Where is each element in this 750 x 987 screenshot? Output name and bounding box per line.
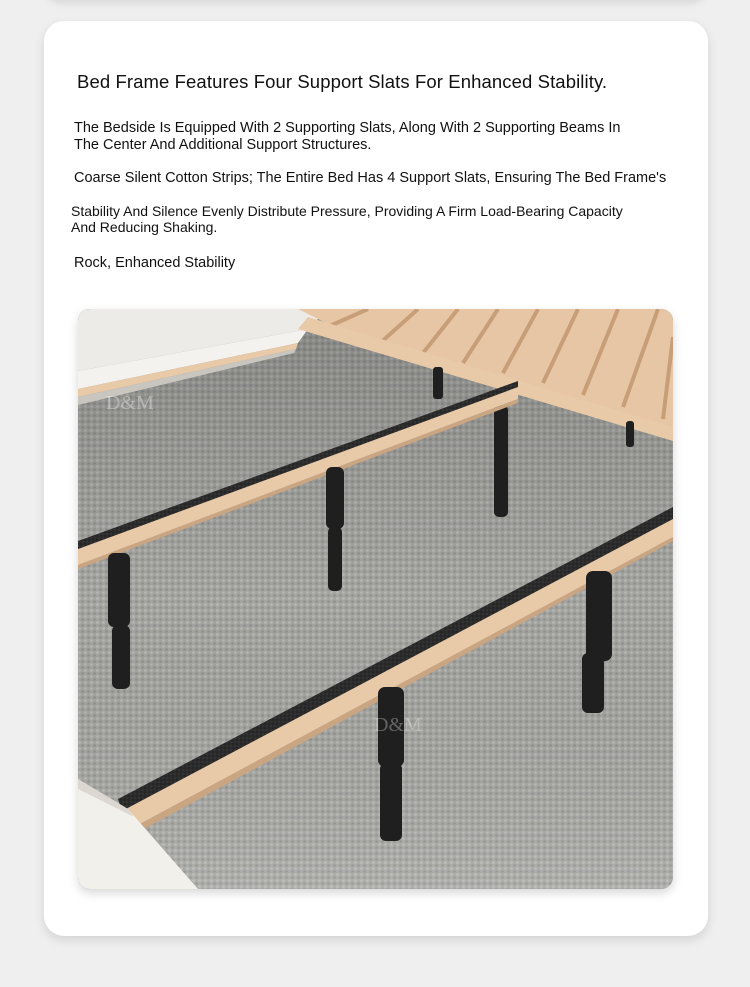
watermark-left: D&M: [106, 392, 154, 414]
paragraph-rock: Rock, Enhanced Stability: [74, 255, 236, 271]
paragraph-cotton-strips: Coarse Silent Cotton Strips; The Entire Bed Has 4 Support Slats, Ensuring The Bed Frame's: [74, 170, 667, 186]
card-title: Bed Frame Features Four Support Slats For Enhanced Stability.: [77, 71, 608, 92]
paragraph-stability: Stability And Silence Evenly Distribute Pressure, Providing A Firm Load-Bearing Capacity And Reducing Shaking.: [71, 203, 623, 235]
bed-frame-photo: [78, 309, 673, 889]
feature-card: [44, 21, 708, 936]
watermark-bottom: D&M: [374, 714, 422, 736]
paragraph-support-slats: The Bedside Is Equipped With 2 Supporting Slats, Along With 2 Supporting Beams In The Center And Additional Support Structures.: [74, 120, 621, 153]
bed-frame-illustration: [78, 309, 673, 889]
